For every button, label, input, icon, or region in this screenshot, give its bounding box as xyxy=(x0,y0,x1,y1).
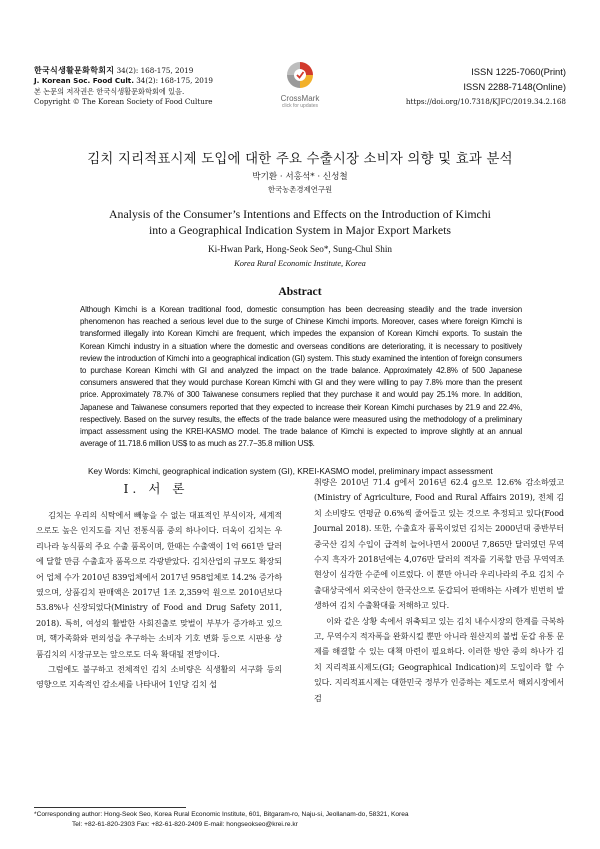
title-english-line2: into a Geographical Indication System in Major Export Markets xyxy=(148,222,452,237)
crossmark-sublabel: click for updates xyxy=(281,103,319,109)
crossmark-label: CrossMark xyxy=(280,94,320,103)
body-column-right xyxy=(314,475,564,706)
journal-name-ko: 한국식생활문화학회지 xyxy=(34,66,115,75)
abstract-body: Although Kimchi is a Korean traditional food, domestic consumption has been decreasing steadily and the trade inversion phenomenon has reached a serious level due to the surge of Chinese Kimchi imports. Moreover, cases where foreign Kimchi is transformed illegally into Korean Kimchi are frequent, which impedes the expansion of Korean Kimchi exports. To sustain the Korean Kimchi industry in a situation where the domestic and overseas conditions are deteriorating, it is necessary to positively review the introduction of Kimchi into a geographical indication (GI) system. This study examined the intention of foreign consumers to purchase Korean Kimchi with GI and analyzed the impact on the trade balance. Approximately 42.8% of 500 Japanese consumers answered that they would purchase Korean Kimchi with GI and they were willing to pay 7.8% more than the present price. Approximately 78.7% of 300 Taiwanese consumers replied that they purchase it and would pay 25.1% more. In addition, Japanese and Taiwanese consumers reported that they expected to increase their Korean Kimchi purchases by 21.9 and 22.4%, respectively. Based on the survey results, the effects of the trade balance were measured using the methodology of a preliminary impact assessment using the KREI-KASMO model. The trade balance of Kimchi is expected to improve slightly at an annual average of 11.718.6 million US$ to as much as 27.7−35.8 million US$. xyxy=(80,305,522,449)
paragraph: 김치는 우리의 식탁에서 빼놓을 수 없는 대표적인 부식이자, 세계적으로도 높은 인지도를 지닌 전통식품 중의 하나이다. 더욱이 김치는 우리나라 농식품의 주요 수출 품목이며, 한때는 수출액이 1억 661만 달러에 달할 만큼 수출효자 품목으로 각광받았다. 김치산업의 규모도 확장되어 업체 수가 2010년 839업체에서 2017년 958업체로 14.2% 증가하였으며, 상품김치 판매액은 2017년 1조 2,359억 원으로 2010년보다 53.8%나 신장되었다(Ministry of Food and Drug Safety 2011, 2018). 특히, 여성의 활발한 사회진출로 맞벌이 부부가 증가하고 있으며, 핵가족화와 편의성을 추구하는 소비자 기호 변화 등으로 시판용 상품김치의 시장규모는 앞으로도 더욱 확대될 전망이다. xyxy=(36,511,282,659)
journal-citation-en: 34(2): 168-175, 2019 xyxy=(133,76,213,86)
keywords-text: Kimchi, geographical indication system (GI), KREI-KASMO model, preliminary impact assessment xyxy=(130,466,493,476)
authors-korean: 박기환 · 서홍석* · 신성철 xyxy=(252,172,348,182)
title-english xyxy=(60,207,540,238)
journal-line-en xyxy=(34,76,213,86)
footnote-address: *Corresponding author: Hong-Seok Seo, Korea Rural Economic Institute, 601, Bitgaram-ro, Naju-si, Jeollanam-do, 58321, Korea xyxy=(34,811,409,818)
affiliation-english: Korea Rural Economic Institute, Korea xyxy=(234,259,366,268)
journal-citation-ko: 34(2): 168-175, 2019 xyxy=(114,66,194,75)
paragraph: 이와 같은 상황 속에서 위축되고 있는 김치 내수시장의 한계를 극복하고, 무역수지 적자폭을 완화시킬 뿐만 아니라 원산지의 불법 둔갑 유통 문제를 해결할 수 있는 대책 마련이 필요하다. 이러한 방안 중의 하나가 김치 지리적표시제도(GI; Geographical Indication)의 도입이라 할 수 있다. 지리적표시제는 대한민국 정부가 인증하는 제도로서 해외시장에서 검 xyxy=(314,616,564,703)
title-korean: 김치 지리적표시제 도입에 대한 주요 수출시장 소비자 의향 및 효과 분석 xyxy=(87,152,513,167)
crossmark-logo-icon xyxy=(285,60,315,92)
paragraph: 그럼에도 불구하고 전체적인 김치 소비량은 식생활의 서구화 등의 영향으로 지속적인 감소세를 나타내어 1인당 김치 섭 xyxy=(36,665,282,690)
paragraph: 취량은 2010년 71.4 g에서 2016년 62.4 g으로 12.6% 감소하였고(Ministry of Agriculture, Food and Rural Affairs 2019), 전체 김치 소비량도 연평균 0.6%씩 줄어들고 있는 것으로 추정되고 있다(Food Journal 2018). 또한, 수출효자 품목이었던 김치는 2000년대 중반부터 중국산 김치 수입이 급격히 늘어나면서 2000년 7,865만 달러였던 무역수지 흑자가 2018년에는 4,076만 달러의 적자를 기록할 만큼 무역역조 현상이 심각한 수준에 이르렀다. 이 뿐만 아니라 우리나라의 주요 김치 수출대상국에서 외국산이 한국산으로 둔갑되어 판매하는 사례가 빈번히 발생하여 김치 수출확대를 저해하고 있다. xyxy=(314,478,564,611)
affiliation-korean: 한국농촌경제연구원 xyxy=(267,185,333,194)
issn-online: ISSN 2288-7148(Online) xyxy=(463,81,566,92)
authors-english: Ki-Hwan Park, Hong-Seok Seo*, Sung-Chul Shin xyxy=(207,244,392,254)
abstract-heading: Abstract xyxy=(278,285,322,298)
footnote-divider xyxy=(34,807,186,808)
doi-link[interactable]: https://doi.org/10.7318/KJFC/2019.34.2.168 xyxy=(405,97,566,106)
corresponding-author-footnote xyxy=(34,810,574,830)
keywords-label: Key Words: xyxy=(88,466,131,476)
crossmark-badge[interactable] xyxy=(270,60,330,109)
copyright-notice-en: Copyright © The Korean Society of Food Culture xyxy=(34,97,213,107)
title-english-line1: Analysis of the Consumer’s Intentions and Effects on the Introduction of Kimchi xyxy=(109,207,491,221)
journal-name-en: J. Korean Soc. Food Cult. xyxy=(34,76,134,86)
issn-block xyxy=(406,64,566,109)
issn-print: ISSN 1225-7060(Print) xyxy=(471,66,566,77)
footnote-contact: Tel: +82-61-820-2303 Fax: +82-61-820-2409 E-mail: hongseokseo@krei.re.kr xyxy=(72,821,298,828)
body-column-left xyxy=(36,508,282,693)
section-heading-introduction: I. 서 론 xyxy=(123,481,189,496)
journal-line-ko xyxy=(34,66,213,76)
journal-header xyxy=(34,66,213,108)
copyright-notice-ko: 본 논문의 저작권은 한국식생활문화학회에 있음. xyxy=(34,86,185,96)
